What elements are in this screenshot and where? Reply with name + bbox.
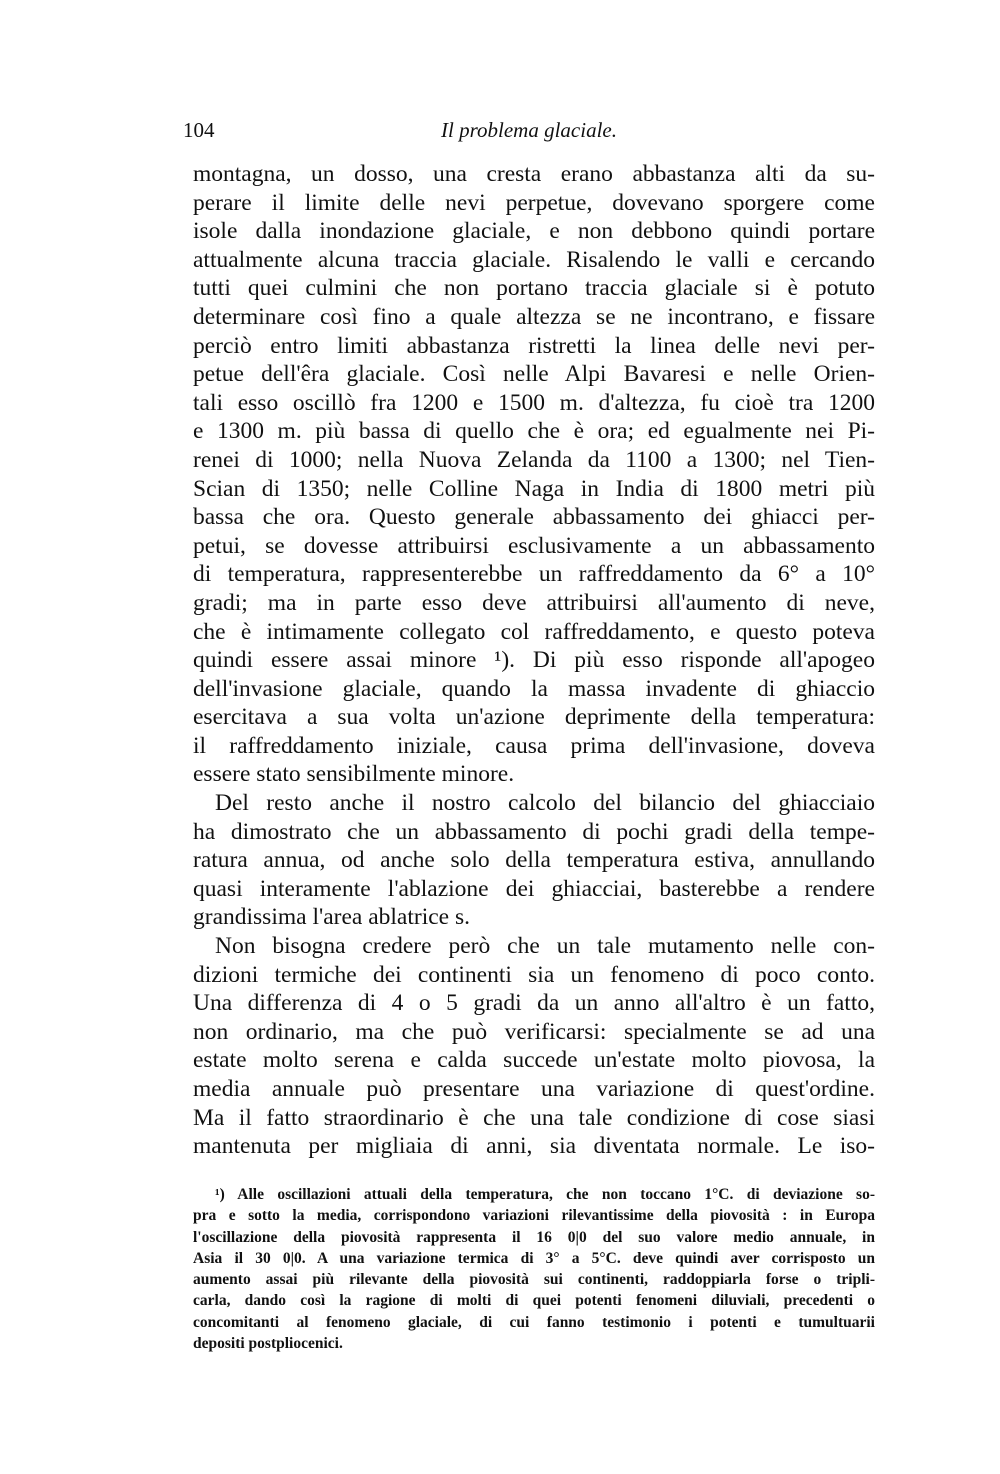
- text-line: perciò entro limiti abbastanza ristretti la linea delle nevi per-: [193, 332, 875, 359]
- footnote-line: pra e sotto la media, corrispondono variazioni rilevantissime della piovosità : in Europa: [193, 1207, 875, 1225]
- text-line: quindi essere assai minore ¹). Di più esso risponde all'apogeo: [193, 647, 875, 674]
- text-line: determinare così fino a quale altezza se ne incontrano, e fissare: [193, 303, 875, 330]
- text-line: petue dell'êra glaciale. Così nelle Alpi Bavaresi e nelle Orien-: [193, 361, 875, 388]
- text-line: gradi; ma in parte esso deve attribuirsi all'aumento di neve,: [193, 589, 875, 616]
- text-line: bassa che ora. Questo generale abbassamento dei ghiacci per-: [193, 504, 875, 531]
- text-line: Scian di 1350; nelle Colline Naga in India di 1800 metri più: [193, 475, 875, 502]
- text-line: montagna, un dosso, una cresta erano abbastanza alti da su-: [193, 161, 875, 187]
- text-line: che è intimamente collegato col raffreddamento, e questo poteva: [193, 618, 875, 645]
- text-line: dizioni termiche dei continenti sia un fenomeno di poco conto.: [193, 961, 875, 988]
- body-text: [193, 160, 875, 1161]
- running-title: Il problema glaciale.: [441, 118, 617, 142]
- text-line: perare il limite delle nevi perpetue, dovevano sporgere come: [193, 189, 875, 216]
- text-line: mantenuta per migliaia di anni, sia diventata normale. Le iso-: [193, 1133, 875, 1160]
- text-line: tali esso oscillò fra 1200 e 1500 m. d'altezza, fu cioè tra 1200: [193, 389, 875, 416]
- text-line: di temperatura, rappresenterebbe un raffreddamento da 6° a 10°: [193, 561, 875, 588]
- footnote-line: carla, dando così la ragione di molti di quei potenti fenomeni diluviali, precedenti o: [193, 1292, 875, 1310]
- text-line: Una differenza di 4 o 5 gradi da un anno all'altro è un fatto,: [193, 990, 875, 1017]
- running-header: [183, 118, 875, 148]
- text-line: quasi interamente l'ablazione dei ghiacciai, basterebbe a rendere: [193, 875, 875, 902]
- text-line: isole dalla inondazione glaciale, e non debbono quindi portare: [193, 218, 875, 245]
- text-line: ha dimostrato che un abbassamento di pochi gradi della tempe-: [193, 818, 875, 845]
- text-line: e 1300 m. più bassa di quello che è ora; ed egualmente nei Pi-: [193, 418, 875, 445]
- text-line: dell'invasione glaciale, quando la massa invadente di ghiaccio: [193, 675, 875, 702]
- footnote-line: l'oscillazione della piovosità rappresenta il 16 0|0 del suo valore medio annuale, in: [193, 1228, 875, 1246]
- footnote-line: aumento assai più rilevante della piovosità sui continenti, raddoppiarla forse o tripli-: [193, 1271, 875, 1289]
- text-line: Ma il fatto straordinario è che una tale condizione di cose siasi: [193, 1104, 875, 1131]
- text-line: tutti quei culmini che non portano traccia glaciale si è potuto: [193, 275, 875, 302]
- footnote: [193, 1184, 875, 1354]
- text-line: il raffreddamento iniziale, causa prima dell'invasione, doveva: [193, 732, 875, 759]
- text-line: petui, se dovesse attribuirsi esclusivamente a un abbassamento: [193, 532, 875, 559]
- footnote-line: concomitanti al fenomeno glaciale, di cui fanno testimonio i potenti e tumultuarii: [193, 1313, 875, 1331]
- footnote-line: Asia il 30 0|0. A una variazione termica di 3° a 5°C. deve quindi aver corrisposto un: [193, 1249, 875, 1267]
- footnote-line: ¹) Alle oscillazioni attuali della temperatura, che non toccano 1°C. di deviazione so-: [215, 1186, 875, 1203]
- text-line: media annuale può presentare una variazione di quest'ordine.: [193, 1076, 875, 1102]
- text-line: attualmente alcuna traccia glaciale. Risalendo le valli e cercando: [193, 246, 875, 273]
- text-line: esercitava a sua volta un'azione deprimente della temperatura:: [193, 704, 875, 731]
- text-line: Del resto anche il nostro calcolo del bilancio del ghiacciaio: [215, 790, 875, 817]
- footnote-line: depositi postpliocenici.: [193, 1335, 343, 1353]
- text-line: estate molto serena e calda succede un'estate molto piovosa, la: [193, 1047, 875, 1074]
- text-line: renei di 1000; nella Nuova Zelanda da 1100 a 1300; nel Tien-: [193, 446, 875, 473]
- page-number: 104: [183, 118, 215, 142]
- text-line: ratura annua, od anche solo della temperatura estiva, annullando: [193, 847, 875, 874]
- text-line: Non bisogna credere però che un tale mutamento nelle con-: [215, 933, 875, 960]
- text-line: grandissima l'area ablatrice s.: [193, 904, 470, 931]
- text-line: essere stato sensibilmente minore.: [193, 761, 515, 788]
- text-line: non ordinario, ma che può verificarsi: specialmente se ad una: [193, 1018, 875, 1045]
